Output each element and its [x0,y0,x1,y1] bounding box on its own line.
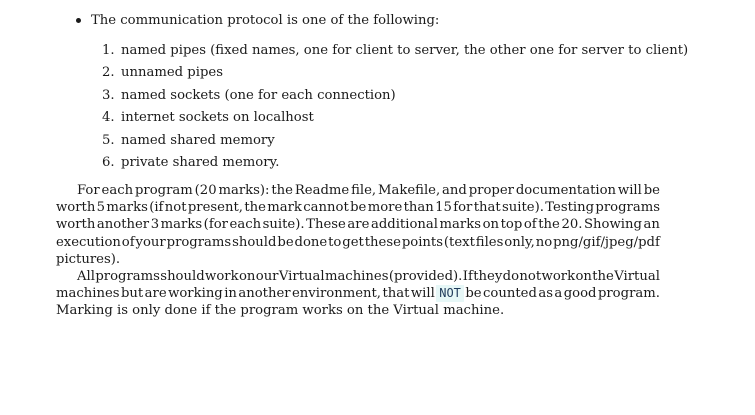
word: more [367,200,403,216]
paragraph-line-with-code [56,285,660,302]
word: Readme [294,183,350,198]
list-item-text: unnamed pipes [121,65,223,81]
word: marks [160,217,203,233]
word: program [134,183,193,198]
word: marks [106,200,148,216]
word: a [554,286,563,302]
word: be [465,286,482,302]
list-item [102,107,688,129]
word: Makefile, [377,183,441,198]
list-item-text: named pipes (fixed names, one for client to server, the other one for server to client) [121,43,689,58]
list-item [102,130,688,152]
list-item [102,85,688,107]
paragraph-line [56,234,660,251]
list-item-text: internet sockets on localhost [121,110,314,126]
word: additional [370,217,438,233]
word: file, [351,183,377,198]
word: on [238,269,256,284]
word: that [382,286,410,302]
word: our [255,269,279,284]
list-item-number: 5. [102,132,115,148]
word: machines [324,269,389,284]
word: present, [187,200,243,216]
word: (provided). [388,269,463,284]
word: of [121,234,135,250]
marking-paragraph [56,182,660,268]
list-item-text: named sockets (one for each connection) [121,87,396,103]
word: will [410,286,435,302]
list-item-text: named shared memory [121,132,275,148]
word: For [77,183,100,198]
word: the [592,269,614,284]
word: on [482,217,499,233]
word: points [401,234,443,250]
word: but [120,286,144,302]
list-item-number: 6. [102,154,115,170]
word: (if [149,200,164,216]
word: programs [595,200,660,216]
word: to [328,234,342,250]
paragraph-line [56,216,660,233]
word: mark [267,200,302,216]
word: Showing [584,217,642,233]
word: (20 [194,183,217,198]
paragraph-line [56,199,660,216]
word: your [135,234,166,250]
word: the [244,200,266,216]
word: files [475,234,504,250]
word: 3 [150,217,160,233]
word: (for [203,217,228,233]
paragraph-line: Marking is only done if the program works on the Virtual machine. [56,303,505,319]
word: should [232,234,277,250]
word: execution [56,234,121,250]
word: be [277,234,294,250]
word: If [462,269,473,284]
word: marks): [218,183,270,198]
word: in [224,286,237,302]
paragraph-line: pictures). [56,251,121,267]
word: 5 [96,200,106,216]
word: for [453,200,473,216]
list-item-text: private shared memory. [121,154,280,170]
paragraph-line [56,268,660,285]
word: be [643,183,660,198]
word: than [403,200,434,216]
word: suite). [262,217,305,233]
word: (text [443,234,475,250]
word: on [575,269,592,284]
list-item-number: 2. [102,65,115,81]
word: cannot [303,200,349,216]
word: get [342,234,364,250]
list-item-number: 1. [102,43,115,58]
word: the [538,217,560,233]
word: that [473,200,501,216]
word: 20. [561,217,583,233]
emphasis-code: NOT [436,285,464,302]
list-item-number: 3. [102,87,115,103]
virtual-machine-paragraph [56,268,660,320]
word: machines [56,286,120,302]
word: an [643,217,660,233]
word: not [519,269,542,284]
word: work [541,269,576,284]
word: be [350,200,367,216]
word: counted [483,286,537,302]
word: environment, [292,286,381,302]
word: proper [468,183,514,198]
word: work [205,269,239,284]
word: another [96,217,150,233]
word: worth [56,200,96,216]
word: marks [439,217,481,233]
word: program. [597,286,660,302]
word: these [364,234,401,250]
word: are [347,217,370,233]
word: each [101,183,134,198]
list-item [102,62,688,84]
list-item [102,152,688,174]
word: another [238,286,291,302]
bullet-dot-icon [76,18,81,23]
word: no [535,234,553,250]
word: working [168,286,223,302]
bullet-text: The communication protocol is one of the following: [91,13,440,28]
word: programs [95,269,160,284]
word: programs [166,234,232,250]
word: All [77,269,95,284]
word: documentation [515,183,617,198]
word: they [473,269,503,284]
word: as [538,286,553,302]
word: png/gif/jpeg/pdf [553,234,660,250]
word: These [306,217,346,233]
list-item-number: 4. [102,110,115,126]
word: each [229,217,262,233]
word: will [617,183,642,198]
word: not [164,200,187,216]
word: Virtual [278,269,325,284]
word: Testing [545,200,595,216]
word: of [523,217,537,233]
word: are [144,286,167,302]
paragraph-line [56,182,660,199]
word: worth [56,217,96,233]
word: only, [504,234,535,250]
word: Virtual [614,269,660,284]
list-item [102,40,688,62]
word: top [500,217,523,233]
word: should [160,269,205,284]
word: the [271,183,293,198]
word: good [563,286,597,302]
word: do [502,269,520,284]
word: 15 [435,200,452,216]
word: suite). [502,200,544,216]
word: and [442,183,467,198]
word: done [294,234,328,250]
protocol-list [102,40,688,174]
